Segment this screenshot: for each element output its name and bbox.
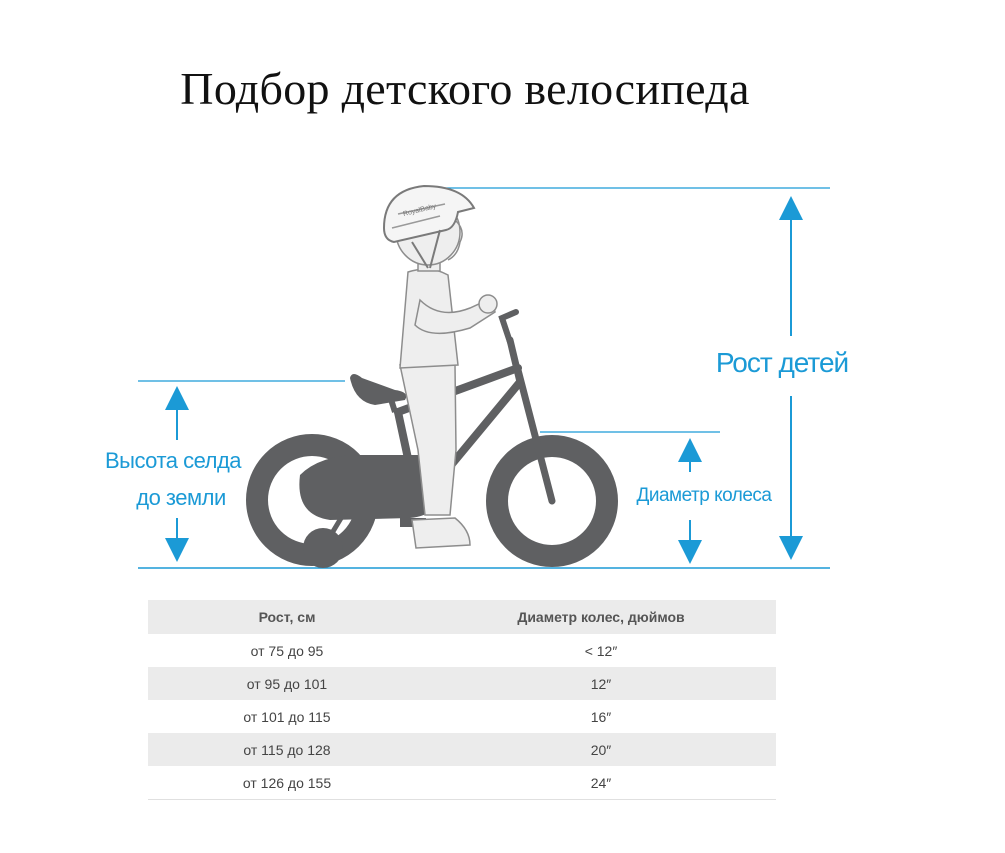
height-cell: от 126 до 155 — [148, 766, 426, 800]
table-header-row — [148, 600, 776, 634]
diameter-cell: 12″ — [590, 675, 612, 692]
height-cell: от 115 до 128 — [243, 741, 331, 758]
size-table — [148, 600, 776, 800]
table-row — [148, 700, 776, 733]
height-cell: от 75 до 95 — [250, 642, 324, 659]
table-row — [148, 733, 776, 766]
saddle — [350, 374, 406, 405]
diameter-cell: < 12″ — [584, 642, 618, 659]
child-height-label: Рост детей — [715, 347, 849, 378]
diameter-cell: 16″ — [590, 708, 612, 725]
table-row — [148, 634, 776, 667]
helmet-brand-text: RoyalBaby — [402, 203, 437, 219]
table-row — [148, 766, 776, 800]
bike-size-diagram — [0, 150, 1005, 580]
saddle-height-label-line2: до земли — [136, 485, 226, 510]
header-height: Рост, см — [258, 609, 316, 625]
diameter-cell: 20″ — [590, 741, 612, 758]
wheel-diameter-label: Диаметр колеса — [636, 485, 772, 506]
height-cell: от 95 до 101 — [246, 675, 328, 692]
page-title: Подбор детского велосипеда — [180, 63, 750, 114]
table-row — [148, 667, 776, 700]
saddle-height-label-line1: Высота селда — [104, 448, 242, 473]
height-cell: от 101 до 115 — [243, 708, 331, 725]
header-wheel-diameter: Диаметр колес, дюймов — [517, 609, 685, 625]
diameter-cell: 24″ — [426, 766, 776, 800]
